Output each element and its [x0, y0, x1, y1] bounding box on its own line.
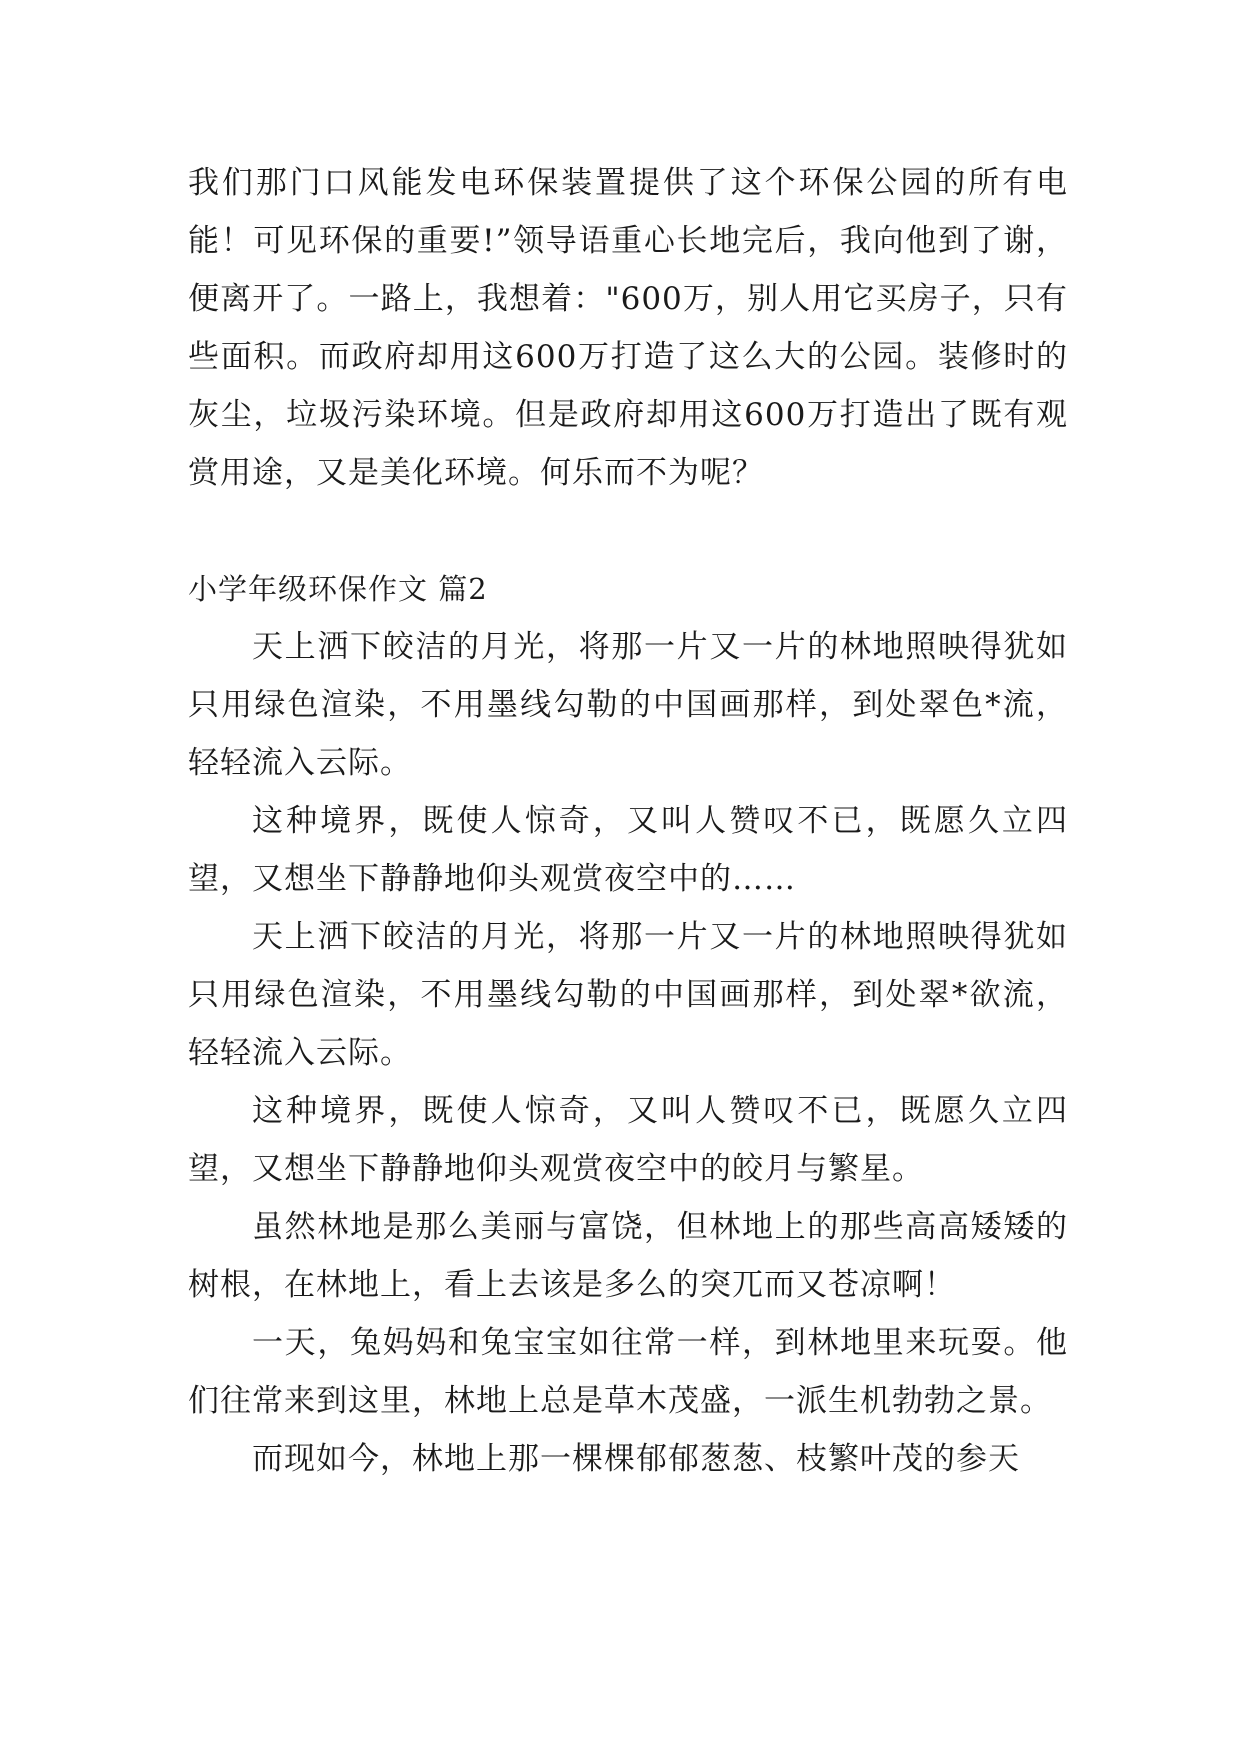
paragraph-5: 虽然林地是那么美丽与富饶，但林地上的那些高高矮矮的树根，在林地上，看上去该是多么的突兀而又苍凉啊！	[188, 1209, 1068, 1303]
paragraph-1: 天上洒下皎洁的月光，将那一片又一片的林地照映得犹如只用绿色渲染，不用墨线勾勒的中国画那样，到处翠色*流，轻轻流入云际。	[188, 629, 1068, 781]
paragraph-7: 而现如今，林地上那一棵棵郁郁葱葱、枝繁叶茂的参天	[252, 1441, 1020, 1477]
section-title: 小学年级环保作文 篇2	[188, 572, 488, 606]
paragraph-4: 这种境界，既使人惊奇，又叫人赞叹不已，既愿久立四望，又想坐下静静地仰头观赏夜空中的皎月与繁星。	[188, 1093, 1068, 1187]
intro-paragraph: 我们那门口风能发电环保装置提供了这个环保公园的所有电能！可见环保的重要!”领导语重心长地完后，我向他到了谢，便离开了。一路上，我想着："600万，别人用它买房子，只有些面积。而政府却用这600万打造了这么大的公园。装修时的灰尘，垃圾污染环境。但是政府却用这600万打造出了既有观赏用途，又是美化环境。何乐而不为呢？	[188, 165, 1068, 491]
document-body	[188, 154, 1068, 1488]
paragraph-gap	[188, 502, 1068, 560]
paragraph-2: 这种境界，既使人惊奇，又叫人赞叹不已，既愿久立四望，又想坐下静静地仰头观赏夜空中的……	[188, 803, 1068, 897]
paragraph-6: 一天，兔妈妈和兔宝宝如往常一样，到林地里来玩耍。他们往常来到这里，林地上总是草木茂盛，一派生机勃勃之景。	[188, 1325, 1068, 1419]
paragraph-3: 天上洒下皎洁的月光，将那一片又一片的林地照映得犹如只用绿色渲染，不用墨线勾勒的中国画那样，到处翠*欲流，轻轻流入云际。	[188, 919, 1068, 1071]
